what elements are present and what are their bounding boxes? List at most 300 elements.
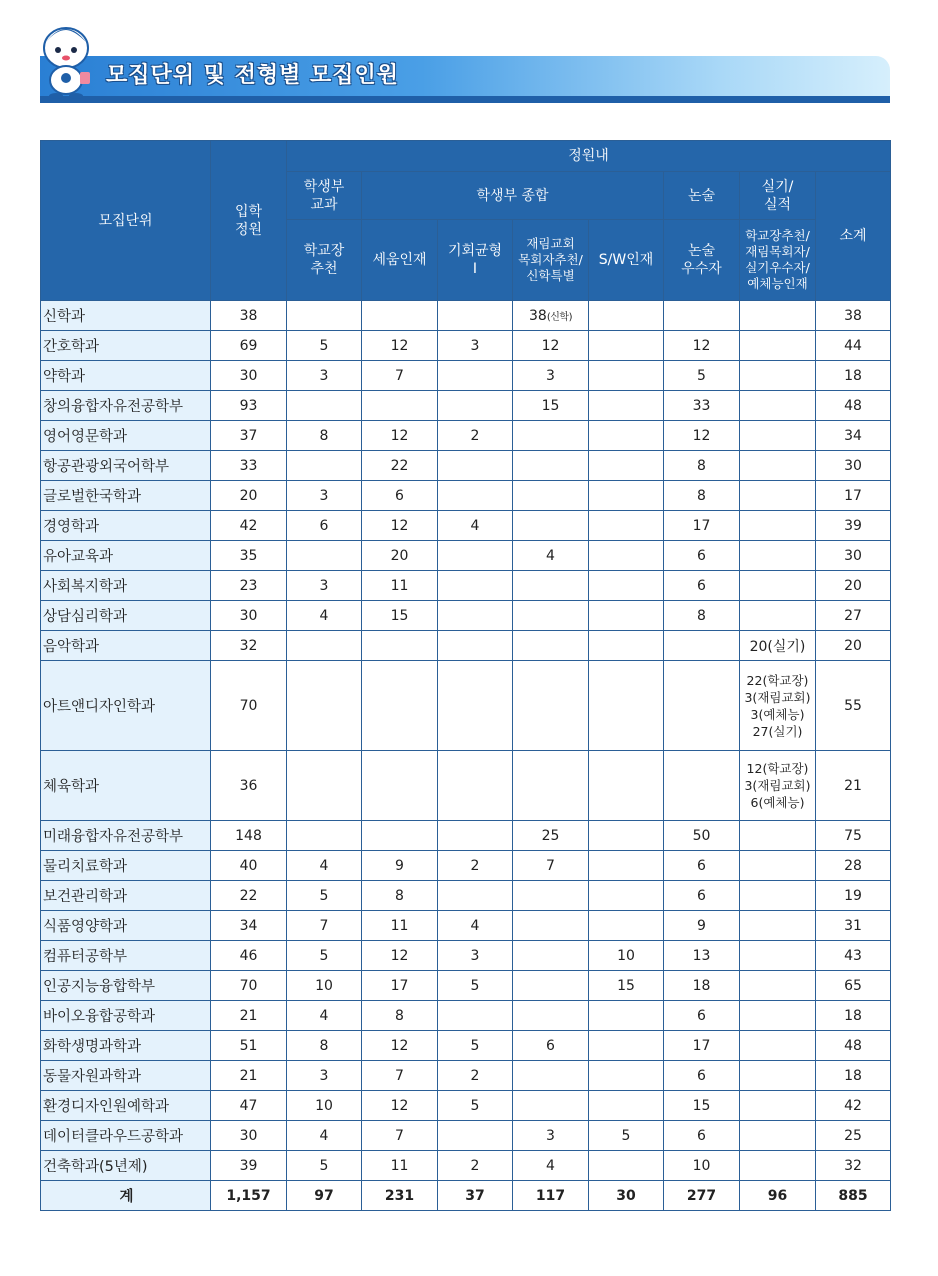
- subtotal-cell: 30: [816, 541, 891, 571]
- value-cell: [362, 301, 438, 331]
- value-cell: 6: [664, 541, 740, 571]
- quota-cell: 35: [211, 541, 287, 571]
- value-cell: 6: [664, 1121, 740, 1151]
- value-cell: 12: [362, 331, 438, 361]
- unit-name: 간호학과: [41, 331, 211, 361]
- table-row: [41, 911, 891, 941]
- value-cell: 5: [287, 881, 362, 911]
- quota-cell: 47: [211, 1091, 287, 1121]
- value-cell: [740, 1031, 816, 1061]
- value-cell: [589, 1151, 664, 1181]
- unit-name: 경영학과: [41, 511, 211, 541]
- value-cell: 6: [664, 1061, 740, 1091]
- value-cell: 9: [664, 911, 740, 941]
- header-sub-silgi: 학교장추천/ 재림목회자/ 실기우수자/ 예체능인재: [740, 220, 816, 301]
- value-cell: [362, 821, 438, 851]
- quota-cell: 148: [211, 821, 287, 851]
- value-cell: [287, 451, 362, 481]
- unit-name: 환경디자인원예학과: [41, 1091, 211, 1121]
- value-cell: [287, 301, 362, 331]
- value-cell: 8: [362, 1001, 438, 1031]
- quota-cell: 20: [211, 481, 287, 511]
- table-row: [41, 941, 891, 971]
- header-sub-school: 학교장 추천: [287, 220, 362, 301]
- total-label: 계: [41, 1181, 211, 1211]
- value-cell: [362, 391, 438, 421]
- value-cell: [740, 481, 816, 511]
- value-cell: 8: [664, 451, 740, 481]
- value-cell: 15: [362, 601, 438, 631]
- value-cell: 4: [287, 1001, 362, 1031]
- value-cell: [287, 541, 362, 571]
- header-unit: 모집단위: [41, 141, 211, 301]
- value-cell: 3: [287, 1061, 362, 1091]
- unit-name: 신학과: [41, 301, 211, 331]
- header-sub-gihoe: 기회균형 Ⅰ: [438, 220, 513, 301]
- value-cell: [589, 661, 664, 751]
- value-cell: [589, 1091, 664, 1121]
- value-cell: 2: [438, 1151, 513, 1181]
- value-cell: [513, 751, 589, 821]
- value-cell: 20(실기): [740, 631, 816, 661]
- value-cell: [664, 631, 740, 661]
- table-row: [41, 331, 891, 361]
- subtotal-cell: 31: [816, 911, 891, 941]
- value-cell: 7: [362, 1061, 438, 1091]
- value-cell: [664, 661, 740, 751]
- value-cell: 12: [362, 421, 438, 451]
- subtotal-cell: 55: [816, 661, 891, 751]
- mascot-icon: [34, 20, 98, 100]
- table-row: [41, 1121, 891, 1151]
- value-cell: [589, 481, 664, 511]
- value-cell: [513, 1061, 589, 1091]
- value-cell: [664, 301, 740, 331]
- table-row: [41, 1031, 891, 1061]
- value-cell: 6: [287, 511, 362, 541]
- value-cell: [589, 331, 664, 361]
- value-cell: 2: [438, 1061, 513, 1091]
- value-cell: 4: [287, 601, 362, 631]
- value-cell: [589, 541, 664, 571]
- value-cell: 4: [287, 1121, 362, 1151]
- value-cell: 10: [287, 1091, 362, 1121]
- value-cell: 10: [664, 1151, 740, 1181]
- value-cell: [589, 511, 664, 541]
- table-row: [41, 1151, 891, 1181]
- quota-cell: 37: [211, 421, 287, 451]
- quota-cell: 39: [211, 1151, 287, 1181]
- value-cell: [513, 601, 589, 631]
- value-cell: [589, 1001, 664, 1031]
- value-cell: [589, 451, 664, 481]
- value-cell: 2: [438, 421, 513, 451]
- cell-note: (신학): [546, 311, 572, 323]
- value-cell: 3: [287, 571, 362, 601]
- value-cell: [740, 1091, 816, 1121]
- value-cell: [513, 661, 589, 751]
- value-cell: [740, 1061, 816, 1091]
- unit-name: 항공관광외국어학부: [41, 451, 211, 481]
- value-cell: [740, 511, 816, 541]
- value-cell: [362, 631, 438, 661]
- value-cell: [589, 571, 664, 601]
- value-cell: [513, 511, 589, 541]
- value-cell: 4: [513, 541, 589, 571]
- table-row: [41, 821, 891, 851]
- silgi-cell: [740, 751, 816, 821]
- value-cell: 8: [287, 421, 362, 451]
- value-cell: [589, 821, 664, 851]
- value-cell: 6: [664, 571, 740, 601]
- unit-name: 미래융합자유전공학부: [41, 821, 211, 851]
- header-group-silgi: 실기/ 실적: [740, 172, 816, 220]
- table-row: [41, 571, 891, 601]
- value-cell: [589, 361, 664, 391]
- subtotal-cell: 39: [816, 511, 891, 541]
- subtotal-cell: 18: [816, 1061, 891, 1091]
- value-cell: [438, 751, 513, 821]
- silgi-line: 27(실기): [752, 723, 803, 739]
- value-cell: [740, 851, 816, 881]
- table-row: [41, 1061, 891, 1091]
- value-cell: [513, 971, 589, 1001]
- value-cell: 3: [513, 361, 589, 391]
- quota-cell: 70: [211, 661, 287, 751]
- value-cell: 10: [589, 941, 664, 971]
- silgi-line: 3(재림교회): [744, 778, 811, 793]
- quota-cell: 30: [211, 1121, 287, 1151]
- value-cell: [438, 391, 513, 421]
- value-cell: [438, 481, 513, 511]
- value-cell: [513, 481, 589, 511]
- value-cell: [740, 331, 816, 361]
- value-cell: 25: [513, 821, 589, 851]
- value-cell: [438, 571, 513, 601]
- value-cell: [740, 391, 816, 421]
- value-cell: 20: [362, 541, 438, 571]
- header-group-jonghap: 학생부 종합: [362, 172, 664, 220]
- unit-name: 바이오융합공학과: [41, 1001, 211, 1031]
- subtotal-cell: 17: [816, 481, 891, 511]
- value-cell: [438, 601, 513, 631]
- quota-cell: 30: [211, 361, 287, 391]
- value-cell: 9: [362, 851, 438, 881]
- subtotal-cell: 48: [816, 1031, 891, 1061]
- quota-cell: 32: [211, 631, 287, 661]
- value-cell: 8: [287, 1031, 362, 1061]
- quota-cell: 38: [211, 301, 287, 331]
- quota-cell: 33: [211, 451, 287, 481]
- quota-cell: 36: [211, 751, 287, 821]
- subtotal-cell: 38: [816, 301, 891, 331]
- unit-name: 인공지능융합학부: [41, 971, 211, 1001]
- value-cell: 18: [664, 971, 740, 1001]
- subtotal-cell: 32: [816, 1151, 891, 1181]
- value-cell: [513, 421, 589, 451]
- value-cell: 3: [438, 331, 513, 361]
- value-cell: 8: [664, 481, 740, 511]
- value-cell: [589, 421, 664, 451]
- total-cell: 96: [740, 1181, 816, 1211]
- value-cell: 4: [287, 851, 362, 881]
- value-cell: [589, 1061, 664, 1091]
- unit-name: 건축학과(5년제): [41, 1151, 211, 1181]
- value-cell: 12: [362, 941, 438, 971]
- subtotal-cell: 28: [816, 851, 891, 881]
- value-cell: 8: [664, 601, 740, 631]
- table-body: [41, 301, 891, 1211]
- value-cell: 22: [362, 451, 438, 481]
- value-cell: [740, 601, 816, 631]
- silgi-line: 22(학교장): [746, 672, 809, 688]
- value-cell: 5: [287, 331, 362, 361]
- unit-name: 식품영양학과: [41, 911, 211, 941]
- silgi-line: 3(재림교회): [744, 689, 811, 705]
- page-title: 모집단위 및 전형별 모집인원: [106, 63, 400, 88]
- table-row: [41, 1091, 891, 1121]
- silgi-line: 3(예체능): [750, 706, 805, 722]
- table-row: [41, 751, 891, 821]
- value-cell: [438, 1001, 513, 1031]
- value-cell: 33: [664, 391, 740, 421]
- value-cell: [589, 1031, 664, 1061]
- unit-name: 동물자원과학과: [41, 1061, 211, 1091]
- value-cell: 3: [438, 941, 513, 971]
- value-cell: [513, 631, 589, 661]
- table-row: [41, 881, 891, 911]
- value-cell: 17: [664, 511, 740, 541]
- subtotal-cell: 20: [816, 571, 891, 601]
- value-cell: [589, 851, 664, 881]
- value-cell: 11: [362, 1151, 438, 1181]
- value-cell: [589, 911, 664, 941]
- value-cell: [589, 881, 664, 911]
- value-cell: 12: [362, 1091, 438, 1121]
- quota-cell: 34: [211, 911, 287, 941]
- header-within: 정원내: [287, 141, 891, 172]
- subtotal-cell: 44: [816, 331, 891, 361]
- value-cell: [589, 631, 664, 661]
- quota-cell: 21: [211, 1001, 287, 1031]
- value-cell: [740, 881, 816, 911]
- value-cell: [740, 941, 816, 971]
- value-cell: [740, 541, 816, 571]
- header-subtotal: 소계: [816, 172, 891, 301]
- value-cell: 5: [287, 1151, 362, 1181]
- total-cell: 231: [362, 1181, 438, 1211]
- header-group-gyogwa: 학생부 교과: [287, 172, 362, 220]
- value-cell: [438, 361, 513, 391]
- value-cell: 11: [362, 571, 438, 601]
- value-cell: 7: [513, 851, 589, 881]
- value-cell: 6: [513, 1031, 589, 1061]
- admission-table: [40, 140, 891, 1211]
- value-cell: [287, 661, 362, 751]
- value-cell: 5: [589, 1121, 664, 1151]
- value-cell: [362, 661, 438, 751]
- value-cell: [438, 821, 513, 851]
- table-row: [41, 421, 891, 451]
- value-cell: 17: [664, 1031, 740, 1061]
- subtotal-cell: 30: [816, 451, 891, 481]
- value-cell: 3: [513, 1121, 589, 1151]
- value-cell: [513, 571, 589, 601]
- value-cell: [740, 1151, 816, 1181]
- table-row: [41, 971, 891, 1001]
- value-cell: 7: [362, 1121, 438, 1151]
- subtotal-cell: 18: [816, 1001, 891, 1031]
- unit-name: 글로벌한국학과: [41, 481, 211, 511]
- value-cell: [438, 1121, 513, 1151]
- quota-cell: 23: [211, 571, 287, 601]
- total-quota: 1,157: [211, 1181, 287, 1211]
- header-sub-seum: 세움인재: [362, 220, 438, 301]
- quota-cell: 51: [211, 1031, 287, 1061]
- table-row: [41, 1001, 891, 1031]
- unit-name: 화학생명과학과: [41, 1031, 211, 1061]
- value-cell: 4: [438, 911, 513, 941]
- header-quota: 입학 정원: [211, 141, 287, 301]
- value-cell: [740, 911, 816, 941]
- value-cell: [438, 451, 513, 481]
- value-cell: [589, 751, 664, 821]
- table-row: [41, 541, 891, 571]
- value-cell: [740, 451, 816, 481]
- value-cell: [740, 1121, 816, 1151]
- value-cell: [438, 301, 513, 331]
- quota-cell: 22: [211, 881, 287, 911]
- value-cell: 3: [287, 481, 362, 511]
- value-cell: 6: [664, 881, 740, 911]
- value-cell: 5: [438, 1091, 513, 1121]
- value-cell: [513, 941, 589, 971]
- unit-name: 아트앤디자인학과: [41, 661, 211, 751]
- value-cell: 12: [362, 1031, 438, 1061]
- subtotal-cell: 27: [816, 601, 891, 631]
- value-cell: [740, 421, 816, 451]
- quota-cell: 30: [211, 601, 287, 631]
- subtotal-cell: 43: [816, 941, 891, 971]
- table-row: [41, 391, 891, 421]
- quota-cell: 69: [211, 331, 287, 361]
- value-cell: 5: [438, 971, 513, 1001]
- value-cell: 11: [362, 911, 438, 941]
- value-cell: 2: [438, 851, 513, 881]
- value-cell: 4: [513, 1151, 589, 1181]
- subtotal-cell: 21: [816, 751, 891, 821]
- jaerim-cell: [513, 301, 589, 331]
- value-cell: 10: [287, 971, 362, 1001]
- header-group-nonsul: 논술: [664, 172, 740, 220]
- header-sub-sw: S/W인재: [589, 220, 664, 301]
- value-cell: [287, 631, 362, 661]
- table-row: [41, 361, 891, 391]
- value-cell: 7: [362, 361, 438, 391]
- total-cell: 30: [589, 1181, 664, 1211]
- value-cell: [287, 821, 362, 851]
- value-cell: 15: [589, 971, 664, 1001]
- value-cell: [513, 1001, 589, 1031]
- unit-name: 보건관리학과: [41, 881, 211, 911]
- value-cell: 3: [287, 361, 362, 391]
- subtotal-cell: 34: [816, 421, 891, 451]
- value-cell: [287, 391, 362, 421]
- quota-cell: 46: [211, 941, 287, 971]
- unit-name: 창의융합자유전공학부: [41, 391, 211, 421]
- table-row: [41, 481, 891, 511]
- value-cell: 7: [287, 911, 362, 941]
- subtotal-cell: 42: [816, 1091, 891, 1121]
- quota-cell: 70: [211, 971, 287, 1001]
- value-cell: 12: [664, 331, 740, 361]
- total-subtotal: 885: [816, 1181, 891, 1211]
- total-cell: 117: [513, 1181, 589, 1211]
- total-cell: 97: [287, 1181, 362, 1211]
- table-row: [41, 601, 891, 631]
- value-cell: [362, 751, 438, 821]
- value-cell: 17: [362, 971, 438, 1001]
- total-row: [41, 1181, 891, 1211]
- value-cell: 4: [438, 511, 513, 541]
- value-cell: [664, 751, 740, 821]
- subtotal-cell: 25: [816, 1121, 891, 1151]
- value-cell: 6: [664, 851, 740, 881]
- value-cell: [513, 1091, 589, 1121]
- value-cell: 6: [362, 481, 438, 511]
- total-cell: 37: [438, 1181, 513, 1211]
- value-cell: [513, 881, 589, 911]
- value-cell: [589, 601, 664, 631]
- silgi-line: 12(학교장): [746, 761, 809, 776]
- unit-name: 컴퓨터공학부: [41, 941, 211, 971]
- quota-cell: 93: [211, 391, 287, 421]
- value-cell: 5: [287, 941, 362, 971]
- table-row: [41, 451, 891, 481]
- value-cell: 12: [513, 331, 589, 361]
- table-row: [41, 301, 891, 331]
- subtotal-cell: 75: [816, 821, 891, 851]
- unit-name: 사회복지학과: [41, 571, 211, 601]
- subtotal-cell: 65: [816, 971, 891, 1001]
- value-cell: 6: [664, 1001, 740, 1031]
- value-cell: [287, 751, 362, 821]
- silgi-cell: [740, 661, 816, 751]
- value-cell: 8: [362, 881, 438, 911]
- value-cell: [513, 451, 589, 481]
- unit-name: 상담심리학과: [41, 601, 211, 631]
- unit-name: 데이터클라우드공학과: [41, 1121, 211, 1151]
- title-underline: [40, 96, 890, 103]
- subtotal-cell: 18: [816, 361, 891, 391]
- subtotal-cell: 20: [816, 631, 891, 661]
- value-cell: 5: [664, 361, 740, 391]
- value-cell: [740, 361, 816, 391]
- unit-name: 체육학과: [41, 751, 211, 821]
- subtotal-cell: 19: [816, 881, 891, 911]
- header-sub-jaerim: 재림교회 목회자추천/ 신학특별: [513, 220, 589, 301]
- quota-cell: 40: [211, 851, 287, 881]
- unit-name: 음악학과: [41, 631, 211, 661]
- unit-name: 약학과: [41, 361, 211, 391]
- value-cell: 5: [438, 1031, 513, 1061]
- value-cell: [513, 911, 589, 941]
- value-cell: [438, 631, 513, 661]
- value-cell: [438, 881, 513, 911]
- value-cell: 12: [362, 511, 438, 541]
- table-row: [41, 631, 891, 661]
- table-row: [41, 511, 891, 541]
